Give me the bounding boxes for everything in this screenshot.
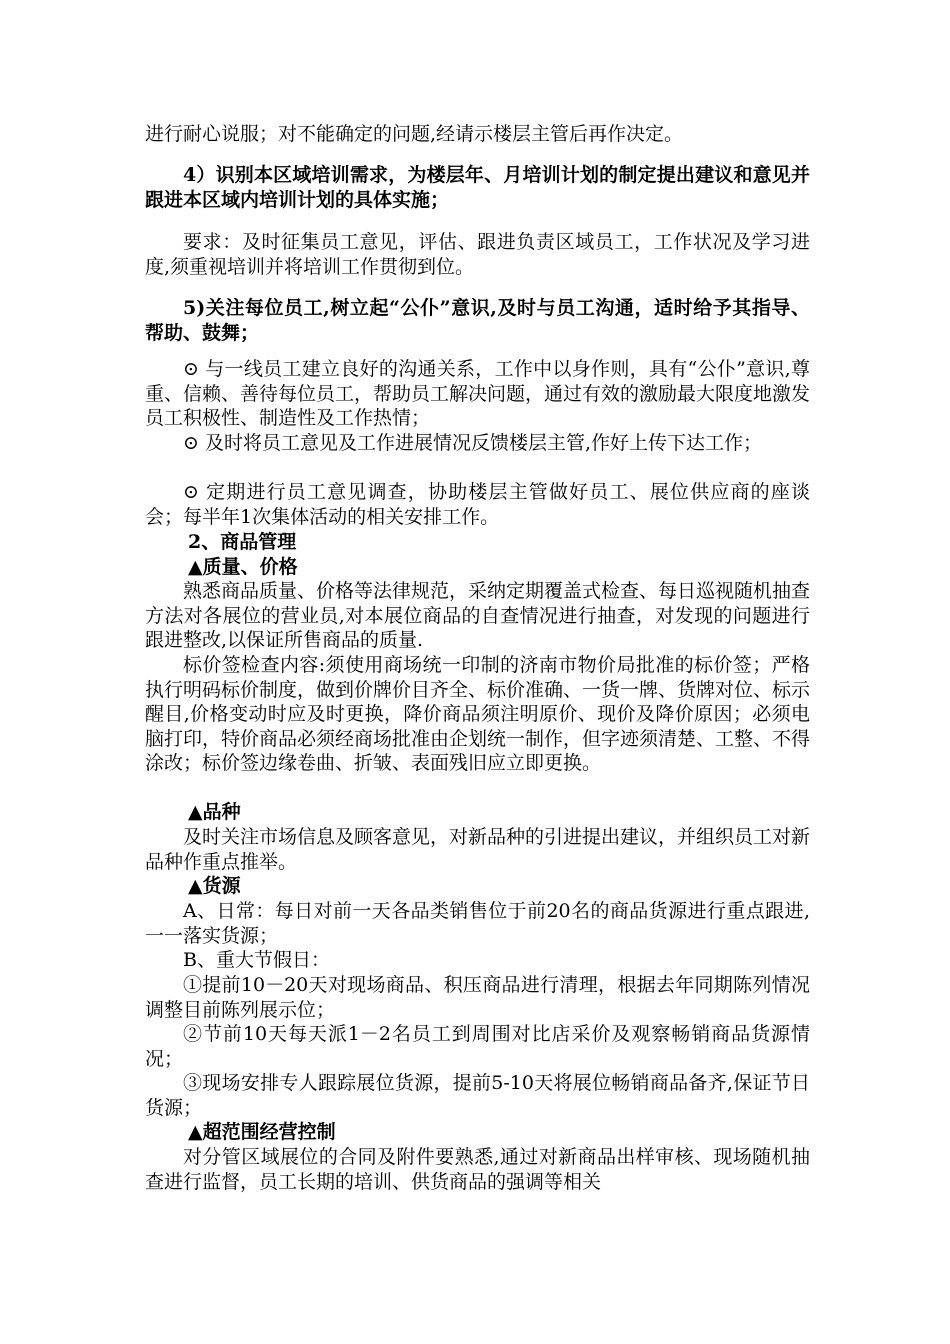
holiday-step-1: ①提前10－20天对现场商品、积压商品进行清理，根据去年同期陈列情况调整目前陈列展示位； [145, 974, 810, 1021]
holiday-step-3: ③现场安排专人跟踪展位货源，提前5-10天将展位畅销商品备齐,保证节日货源； [145, 1072, 810, 1119]
bullet-feedback: ⊙ 及时将员工意见及工作进展情况反馈楼层主管,作好上传下达工作； [183, 432, 763, 454]
bullet-survey: ⊙ 定期进行员工意见调查，协助楼层主管做好员工、展位供应商的座谈会；每半年1次集体活动的相关安排工作。 [145, 481, 810, 528]
section-2-heading: 2、商品管理 [188, 531, 297, 553]
item-5-heading: 5)关注每位员工,树立起“公仆”意识,及时与员工沟通，适时给予其指导、帮助、鼓舞； [145, 297, 810, 344]
item-4-heading: 4）识别本区域培训需求，为楼层年、月培训计划的制定提出建议和意见并跟进本区域内培训计划的具体实施； [145, 164, 810, 211]
holiday-step-2: ②节前10天每天派1－2名员工到周围对比店采价及观察畅销商品货源情况； [145, 1023, 810, 1070]
bullet-communication: ⊙ 与一线员工建立良好的沟通关系，工作中以身作则，具有“公仆”意识,尊重、信赖、善待每位员工，帮助员工解决问题，通过有效的激励最大限度地激发员工积极性、制造性及工作热情； [145, 358, 811, 429]
subheading-quality-price: ▲质量、价格 [188, 556, 298, 578]
item-4-requirement: 要求：及时征集员工意见，评估、跟进负责区域员工，工作状况及学习进度,须重视培训并将培训工作贯彻到位。 [145, 231, 810, 278]
subheading-scope-control: ▲超范围经营控制 [188, 1121, 336, 1143]
subheading-variety: ▲品种 [188, 801, 241, 823]
paragraph-continuation: 进行耐心说服；对不能确定的问题,经请示楼层主管后再作决定。 [145, 123, 684, 145]
variety-paragraph: 及时关注市场信息及顾客意见，对新品种的引进提出建议，并组织员工对新品种作重点推举。 [145, 826, 811, 873]
price-tag-paragraph: 标价签检查内容:须使用商场统一印制的济南市物价局批准的标价签；严格执行明码标价制度，做到价牌价目齐全、标价准确、一货一牌、货牌对位、标示醒目,价格变动时应及时更换，降价商品须注明原价、现价及降价原因；必须电脑打印，特价商品必须经商场批准由企划统一制作，但字迹须清楚、工整、不得涂改；标价签边缘卷曲、折皱、表面残旧应立即更换。 [145, 654, 811, 774]
quality-paragraph: 熟悉商品质量、价格等法律规范，采纳定期覆盖式检查、每日巡视随机抽查方法对各展位的营业员,对本展位商品的自查情况进行抽查，对发现的问题进行跟进整改,以保证所售商品的质量. [145, 580, 811, 651]
scope-control-paragraph: 对分管区域展位的合同及附件要熟悉,通过对新商品出样审核、现场随机抽查进行监督，员工长期的培训、供货商品的强调等相关 [145, 1146, 810, 1193]
supply-daily: A、日常：每日对前一天各品类销售位于前20名的商品货源进行重点跟进,一一落实货源； [145, 900, 810, 947]
supply-holiday: B、重大节假日： [183, 949, 330, 971]
subheading-supply: ▲货源 [188, 875, 241, 897]
